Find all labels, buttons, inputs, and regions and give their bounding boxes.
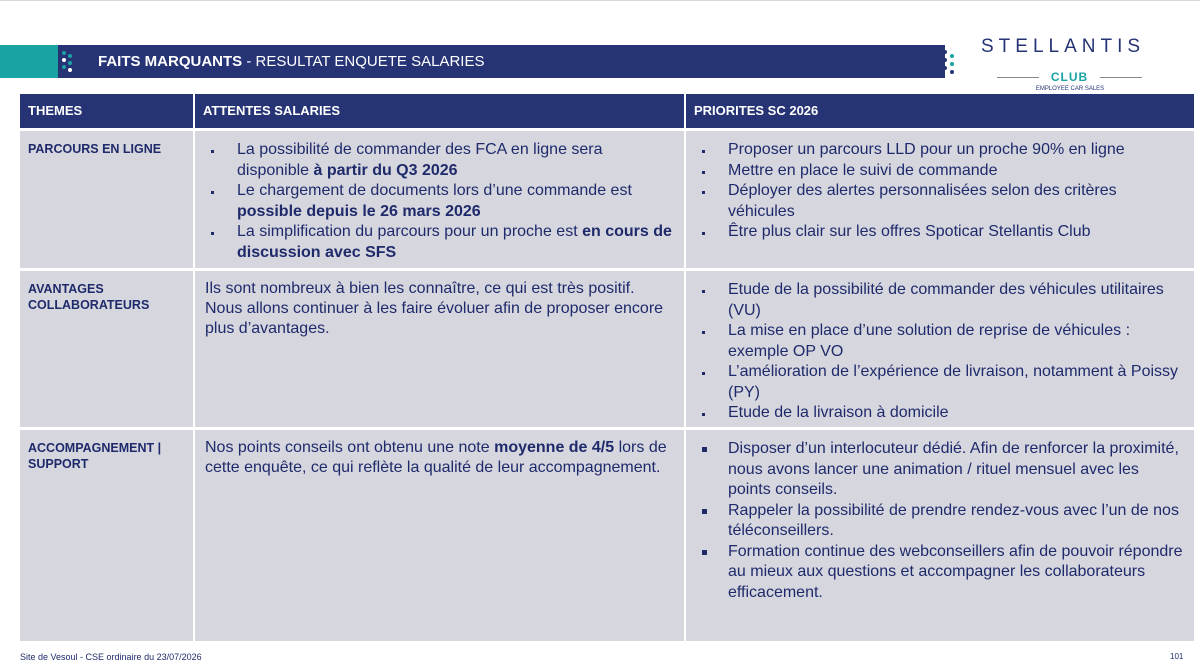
theme-cell: PARCOURS EN LIGNE: [20, 131, 195, 268]
logo-club: CLUB: [1050, 70, 1089, 84]
list-item: Rappeler la possibilité de prendre rendez-vous avec l’un de nos téléconseillers.: [696, 501, 1184, 542]
logo-line-left: [997, 77, 1039, 78]
banner-teal-accent: [0, 45, 58, 78]
list-item: Formation continue des webconseillers afin de pouvoir répondre au mieux aux questions et accompagner les collaborateurs efficacement.: [696, 542, 1184, 604]
page-number: 101: [1170, 652, 1184, 661]
table-header-row: [20, 94, 1194, 128]
table-row: [20, 268, 1194, 427]
table-row: [20, 427, 1194, 641]
list-item: La simplification du parcours pour un proche est en cours de discussion avec SFS: [205, 222, 674, 263]
list-item: Déployer des alertes personnalisées selon des critères véhicules: [696, 181, 1184, 222]
dots-decoration-icon: [60, 49, 76, 75]
list-item: Proposer un parcours LLD pour un proche 90% en ligne: [696, 140, 1184, 161]
list-item: Etude de la possibilité de commander des véhicules utilitaires (VU): [696, 280, 1184, 321]
list-item: Disposer d’un interlocuteur dédié. Afin de renforcer la proximité, nous avons lancer une animation / rituel mensuel avec les points conseils.: [696, 439, 1184, 501]
theme-cell: AVANTAGES COLLABORATEURS: [20, 271, 195, 427]
attentes-cell: [195, 131, 686, 268]
title-banner: [0, 45, 945, 78]
attentes-cell: Nos points conseils ont obtenu une note moyenne de 4/5 lors de cette enquête, ce qui reflète la qualité de leur accompagnement.: [195, 430, 686, 641]
list-item: Être plus clair sur les offres Spoticar Stellantis Club: [696, 222, 1184, 243]
priorites-list: [686, 430, 1194, 603]
header-priorites: PRIORITES SC 2026: [694, 103, 819, 118]
table-row: [20, 128, 1194, 268]
page-title: [98, 45, 484, 78]
priorites-cell: [686, 131, 1194, 268]
top-divider: [0, 0, 1200, 1]
theme-cell: ACCOMPAGNEMENT | SUPPORT: [20, 430, 195, 641]
list-item: Le chargement de documents lors d’une commande est possible depuis le 26 mars 2026: [205, 181, 674, 222]
logo-line-right: [1100, 77, 1142, 78]
priorites-list: [686, 271, 1194, 424]
list-item: Mettre en place le suivi de commande: [696, 161, 1184, 182]
priorites-list: [686, 131, 1194, 243]
footer-text: Site de Vesoul - CSE ordinaire du 23/07/2026: [20, 652, 202, 662]
priorites-cell: [686, 430, 1194, 641]
logo-brand: STELLANTIS: [981, 36, 1146, 57]
list-item: L’amélioration de l’expérience de livraison, notamment à Poissy (PY): [696, 362, 1184, 403]
priorites-cell: [686, 271, 1194, 427]
results-table: [20, 94, 1194, 641]
list-item: Etude de la livraison à domicile: [696, 403, 1184, 424]
attentes-list: [195, 131, 684, 263]
page-title-rest: - RESULTAT ENQUETE SALARIES: [242, 53, 485, 70]
list-item: La possibilité de commander des FCA en ligne sera disponible à partir du Q3 2026: [205, 140, 674, 181]
header-themes: THEMES: [20, 94, 195, 128]
logo-subtitle: EMPLOYEE CAR SALES: [1035, 86, 1105, 92]
list-item: La mise en place d’une solution de reprise de véhicules : exemple OP VO: [696, 321, 1184, 362]
header-attentes: ATTENTES SALARIES: [195, 94, 686, 128]
dots-decoration-right-icon: [941, 47, 957, 77]
page-title-bold: FAITS MARQUANTS: [98, 53, 243, 70]
stellantis-club-logo: [975, 30, 1175, 96]
attentes-cell: Ils sont nombreux à bien les connaître, ce qui est très positif. Nous allons continuer à les faire évoluer afin de proposer encore plus d’avantages.: [195, 271, 686, 427]
